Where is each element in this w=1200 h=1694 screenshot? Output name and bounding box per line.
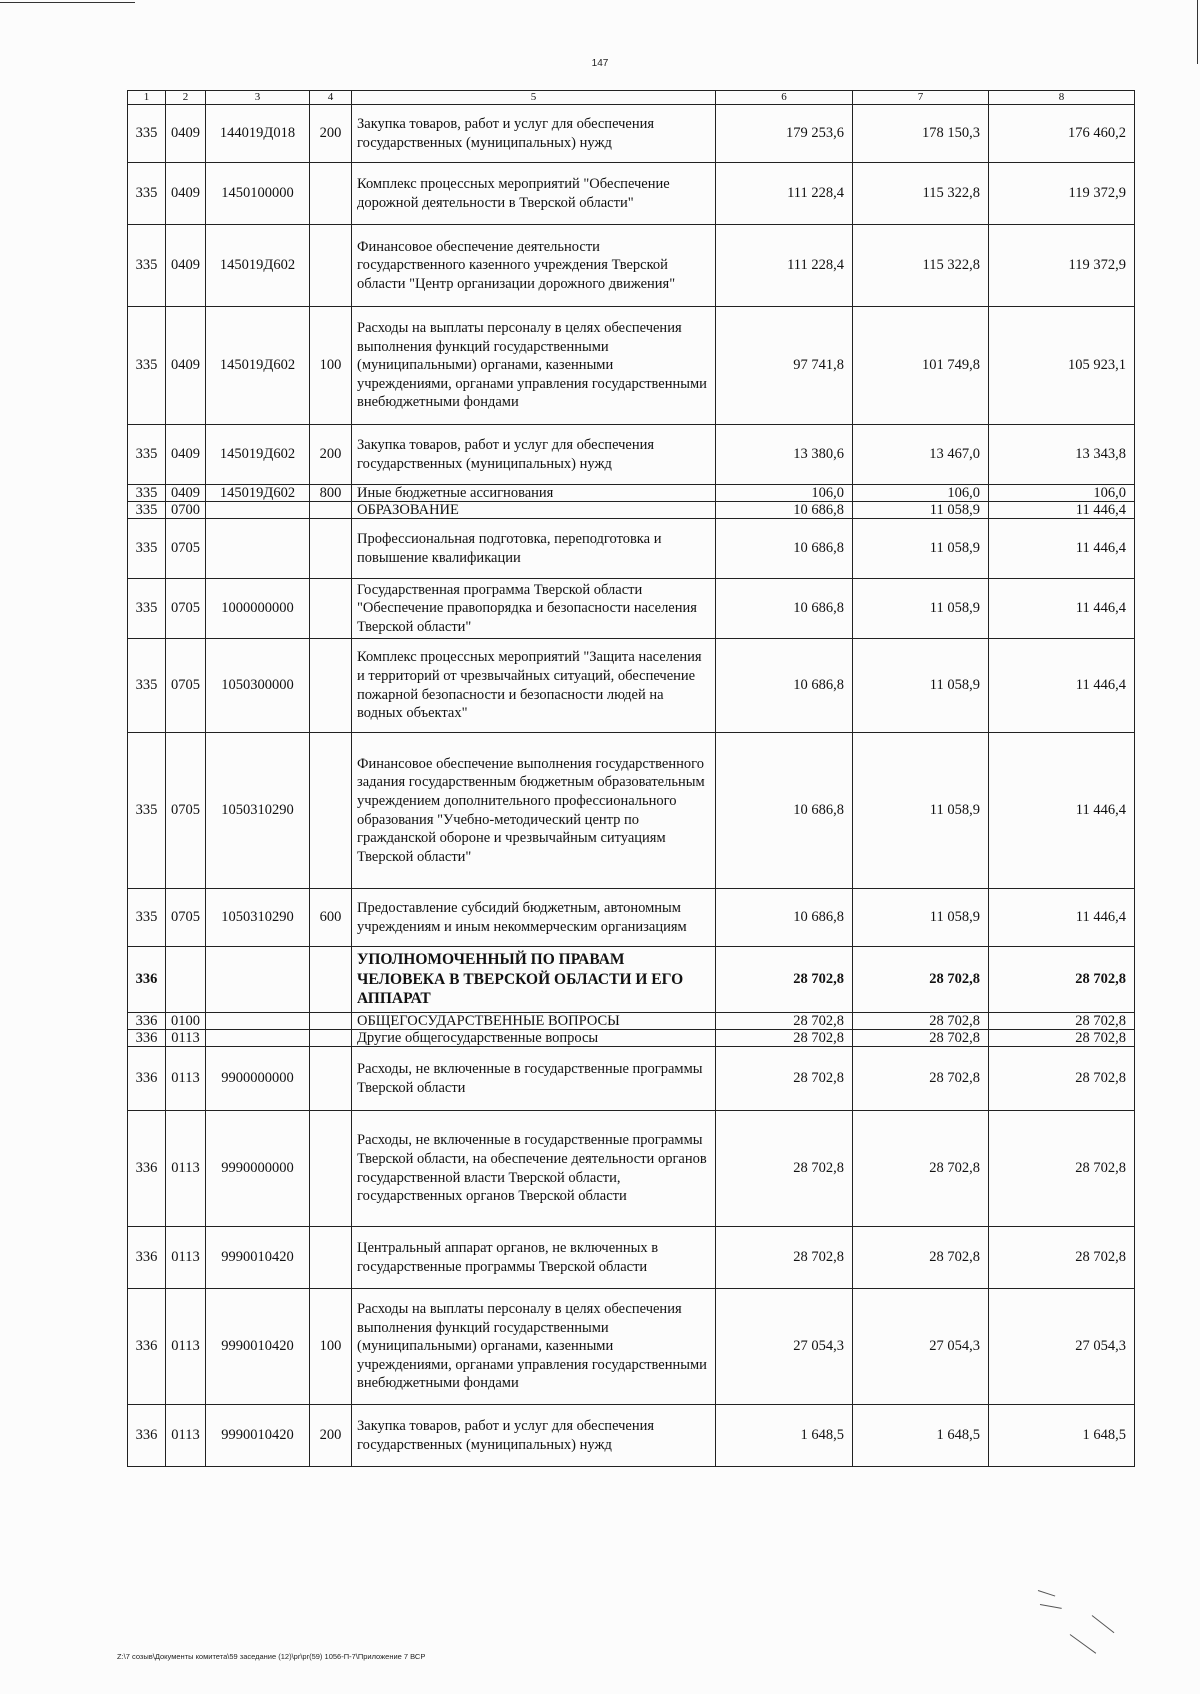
code-cell: 200 (310, 105, 352, 163)
code-cell: 335 (128, 733, 166, 889)
code-cell: 0100 (166, 1013, 206, 1030)
amount-cell: 28 702,8 (853, 1013, 989, 1030)
amount-cell: 27 054,3 (989, 1289, 1135, 1405)
table-row (128, 1047, 1135, 1111)
code-cell: 0409 (166, 425, 206, 485)
code-cell: 1050300000 (206, 639, 310, 733)
code-cell: 0113 (166, 1030, 206, 1047)
code-cell (310, 579, 352, 639)
code-cell: 0113 (166, 1047, 206, 1111)
code-cell (310, 163, 352, 225)
amount-cell: 10 686,8 (716, 889, 853, 947)
amount-cell: 13 467,0 (853, 425, 989, 485)
amount-cell: 11 058,9 (853, 733, 989, 889)
amount-cell: 106,0 (989, 485, 1135, 502)
code-cell (206, 1030, 310, 1047)
code-cell: 100 (310, 1289, 352, 1405)
code-cell: 200 (310, 425, 352, 485)
amount-cell: 27 054,3 (716, 1289, 853, 1405)
amount-cell: 115 322,8 (853, 163, 989, 225)
amount-cell: 28 702,8 (853, 1111, 989, 1227)
amount-cell: 11 058,9 (853, 519, 989, 579)
description-cell: Закупка товаров, работ и услуг для обеспечения государственных (муниципальных) нужд (352, 425, 716, 485)
amount-cell: 11 446,4 (989, 502, 1135, 519)
top-edge-rule (0, 2, 135, 3)
code-cell: 145019Д602 (206, 225, 310, 307)
amount-cell: 28 702,8 (716, 1030, 853, 1047)
description-cell: ОБРАЗОВАНИЕ (352, 502, 716, 519)
amount-cell: 119 372,9 (989, 225, 1135, 307)
code-cell: 335 (128, 225, 166, 307)
budget-table (127, 90, 1135, 1467)
amount-cell: 28 702,8 (989, 947, 1135, 1013)
code-cell (206, 947, 310, 1013)
code-cell: 0700 (166, 502, 206, 519)
code-cell: 0409 (166, 105, 206, 163)
code-cell: 335 (128, 502, 166, 519)
table-row (128, 163, 1135, 225)
amount-cell: 28 702,8 (853, 1030, 989, 1047)
table-row (128, 1405, 1135, 1467)
amount-cell: 115 322,8 (853, 225, 989, 307)
code-cell (310, 1013, 352, 1030)
code-cell: 335 (128, 163, 166, 225)
column-header: 8 (989, 91, 1135, 105)
code-cell (310, 1111, 352, 1227)
description-cell: Закупка товаров, работ и услуг для обеспечения государственных (муниципальных) нужд (352, 1405, 716, 1467)
table-row (128, 733, 1135, 889)
code-cell: 335 (128, 639, 166, 733)
code-cell (166, 947, 206, 1013)
amount-cell: 13 343,8 (989, 425, 1135, 485)
column-header: 6 (716, 91, 853, 105)
description-cell: Профессиональная подготовка, переподготовка и повышение квалификации (352, 519, 716, 579)
amount-cell: 11 058,9 (853, 639, 989, 733)
code-cell (206, 519, 310, 579)
description-cell: Комплекс процессных мероприятий "Защита населения и территорий от чрезвычайных ситуаций, обеспечение пожарной безопасности и безопасности людей на водных объектах" (352, 639, 716, 733)
code-cell: 0705 (166, 889, 206, 947)
table-row (128, 947, 1135, 1013)
code-cell (206, 1013, 310, 1030)
code-cell: 0113 (166, 1405, 206, 1467)
code-cell: 335 (128, 425, 166, 485)
code-cell: 0409 (166, 225, 206, 307)
code-cell (310, 519, 352, 579)
right-edge-rule (1197, 0, 1198, 64)
code-cell: 1050310290 (206, 889, 310, 947)
description-cell: ОБЩЕГОСУДАРСТВЕННЫЕ ВОПРОСЫ (352, 1013, 716, 1030)
description-cell: Расходы на выплаты персоналу в целях обеспечения выполнения функций государственными (муниципальными) органами, казенными учреждениями, органами управления государственными внебюджетными фондами (352, 1289, 716, 1405)
code-cell: 1050310290 (206, 733, 310, 889)
table-row (128, 889, 1135, 947)
amount-cell: 28 702,8 (853, 947, 989, 1013)
amount-cell: 10 686,8 (716, 733, 853, 889)
column-header: 1 (128, 91, 166, 105)
amount-cell: 28 702,8 (989, 1013, 1135, 1030)
code-cell: 336 (128, 1030, 166, 1047)
code-cell (310, 947, 352, 1013)
amount-cell: 28 702,8 (716, 1013, 853, 1030)
code-cell (310, 502, 352, 519)
description-cell: Государственная программа Тверской области "Обеспечение правопорядка и безопасности населения Тверской области" (352, 579, 716, 639)
code-cell: 336 (128, 1047, 166, 1111)
code-cell: 100 (310, 307, 352, 425)
pen-stroke (1070, 1634, 1096, 1654)
code-cell: 9900000000 (206, 1047, 310, 1111)
code-cell: 0705 (166, 519, 206, 579)
code-cell: 200 (310, 1405, 352, 1467)
code-cell: 9990010420 (206, 1289, 310, 1405)
description-cell: Расходы на выплаты персоналу в целях обеспечения выполнения функций государственными (муниципальными) органами, казенными учреждениями, органами управления государственными внебюджетными фондами (352, 307, 716, 425)
code-cell: 335 (128, 519, 166, 579)
table-row (128, 307, 1135, 425)
amount-cell: 106,0 (853, 485, 989, 502)
amount-cell: 11 058,9 (853, 579, 989, 639)
column-header-row (128, 91, 1135, 105)
description-cell: Закупка товаров, работ и услуг для обеспечения государственных (муниципальных) нужд (352, 105, 716, 163)
amount-cell: 27 054,3 (853, 1289, 989, 1405)
table-row (128, 425, 1135, 485)
amount-cell: 28 702,8 (853, 1047, 989, 1111)
amount-cell: 28 702,8 (716, 947, 853, 1013)
code-cell: 800 (310, 485, 352, 502)
amount-cell: 28 702,8 (716, 1047, 853, 1111)
code-cell (206, 502, 310, 519)
amount-cell: 10 686,8 (716, 519, 853, 579)
amount-cell: 28 702,8 (989, 1111, 1135, 1227)
code-cell: 600 (310, 889, 352, 947)
code-cell (310, 1227, 352, 1289)
code-cell (310, 1030, 352, 1047)
column-header: 3 (206, 91, 310, 105)
code-cell: 145019Д602 (206, 307, 310, 425)
code-cell: 335 (128, 307, 166, 425)
code-cell: 9990000000 (206, 1111, 310, 1227)
amount-cell: 11 058,9 (853, 889, 989, 947)
table-row (128, 485, 1135, 502)
amount-cell: 105 923,1 (989, 307, 1135, 425)
code-cell: 0113 (166, 1227, 206, 1289)
code-cell: 335 (128, 889, 166, 947)
description-cell: Комплекс процессных мероприятий "Обеспечение дорожной деятельности в Тверской области" (352, 163, 716, 225)
code-cell (310, 639, 352, 733)
code-cell: 145019Д602 (206, 425, 310, 485)
description-cell: Иные бюджетные ассигнования (352, 485, 716, 502)
table-row (128, 1289, 1135, 1405)
code-cell: 0705 (166, 579, 206, 639)
amount-cell: 111 228,4 (716, 225, 853, 307)
amount-cell: 11 446,4 (989, 519, 1135, 579)
description-cell: Расходы, не включенные в государственные программы Тверской области, на обеспечение деятельности органов государственной власти Тверской области, государственных органов Тверской области (352, 1111, 716, 1227)
amount-cell: 28 702,8 (716, 1227, 853, 1289)
description-cell: Финансовое обеспечение деятельности государственного казенного учреждения Тверской области "Центр организации дорожного движения" (352, 225, 716, 307)
amount-cell: 1 648,5 (989, 1405, 1135, 1467)
code-cell (310, 1047, 352, 1111)
page-number: 147 (591, 58, 609, 69)
code-cell: 336 (128, 1405, 166, 1467)
description-cell: Расходы, не включенные в государственные программы Тверской области (352, 1047, 716, 1111)
table-row (128, 1111, 1135, 1227)
amount-cell: 10 686,8 (716, 502, 853, 519)
amount-cell: 28 702,8 (716, 1111, 853, 1227)
code-cell: 0409 (166, 485, 206, 502)
code-cell: 336 (128, 947, 166, 1013)
table-row (128, 105, 1135, 163)
amount-cell: 11 446,4 (989, 579, 1135, 639)
amount-cell: 179 253,6 (716, 105, 853, 163)
description-cell: Предоставление субсидий бюджетным, автономным учреждениям и иным некоммерческим организациям (352, 889, 716, 947)
description-cell: Другие общегосударственные вопросы (352, 1030, 716, 1047)
table-row (128, 502, 1135, 519)
amount-cell: 28 702,8 (989, 1030, 1135, 1047)
code-cell: 0113 (166, 1111, 206, 1227)
amount-cell: 11 058,9 (853, 502, 989, 519)
amount-cell: 10 686,8 (716, 579, 853, 639)
code-cell: 0705 (166, 733, 206, 889)
amount-cell: 1 648,5 (716, 1405, 853, 1467)
code-cell: 335 (128, 579, 166, 639)
code-cell: 0705 (166, 639, 206, 733)
description-cell: Центральный аппарат органов, не включенных в государственные программы Тверской области (352, 1227, 716, 1289)
amount-cell: 28 702,8 (989, 1227, 1135, 1289)
code-cell: 336 (128, 1013, 166, 1030)
amount-cell: 178 150,3 (853, 105, 989, 163)
code-cell: 335 (128, 485, 166, 502)
table-row (128, 1013, 1135, 1030)
table-row (128, 519, 1135, 579)
amount-cell: 97 741,8 (716, 307, 853, 425)
column-header: 4 (310, 91, 352, 105)
amount-cell: 101 749,8 (853, 307, 989, 425)
amount-cell: 11 446,4 (989, 733, 1135, 889)
code-cell: 336 (128, 1111, 166, 1227)
pen-stroke (1040, 1604, 1062, 1609)
code-cell: 0409 (166, 307, 206, 425)
amount-cell: 11 446,4 (989, 889, 1135, 947)
amount-cell: 10 686,8 (716, 639, 853, 733)
table-row (128, 1030, 1135, 1047)
description-cell: УПОЛНОМОЧЕННЫЙ ПО ПРАВАМ ЧЕЛОВЕКА В ТВЕРСКОЙ ОБЛАСТИ И ЕГО АППАРАТ (352, 947, 716, 1013)
code-cell: 1450100000 (206, 163, 310, 225)
code-cell: 0113 (166, 1289, 206, 1405)
table-row (128, 639, 1135, 733)
code-cell: 0409 (166, 163, 206, 225)
file-path-footer: Z:\7 созыв\Документы комитета\59 заседание (12)\pr\pr(59) 1056-П-7\Приложение 7 ВСР (117, 1652, 426, 1661)
column-header: 5 (352, 91, 716, 105)
code-cell: 336 (128, 1227, 166, 1289)
code-cell: 336 (128, 1289, 166, 1405)
table-row (128, 1227, 1135, 1289)
column-header: 7 (853, 91, 989, 105)
code-cell: 1000000000 (206, 579, 310, 639)
amount-cell: 106,0 (716, 485, 853, 502)
code-cell: 144019Д018 (206, 105, 310, 163)
code-cell: 145019Д602 (206, 485, 310, 502)
code-cell (310, 733, 352, 889)
pen-stroke (1092, 1615, 1115, 1633)
amount-cell: 119 372,9 (989, 163, 1135, 225)
code-cell (310, 225, 352, 307)
amount-cell: 1 648,5 (853, 1405, 989, 1467)
amount-cell: 176 460,2 (989, 105, 1135, 163)
table-row (128, 579, 1135, 639)
amount-cell: 111 228,4 (716, 163, 853, 225)
pen-stroke (1038, 1590, 1055, 1597)
table-row (128, 225, 1135, 307)
amount-cell: 28 702,8 (853, 1227, 989, 1289)
code-cell: 335 (128, 105, 166, 163)
amount-cell: 13 380,6 (716, 425, 853, 485)
amount-cell: 28 702,8 (989, 1047, 1135, 1111)
description-cell: Финансовое обеспечение выполнения государственного задания государственным бюджетным образовательным учреждением дополнительного профессионального образования "Учебно-методический центр по гражданской обороне и чрезвычайным ситуациям Тверской области" (352, 733, 716, 889)
amount-cell: 11 446,4 (989, 639, 1135, 733)
code-cell: 9990010420 (206, 1227, 310, 1289)
code-cell: 9990010420 (206, 1405, 310, 1467)
column-header: 2 (166, 91, 206, 105)
